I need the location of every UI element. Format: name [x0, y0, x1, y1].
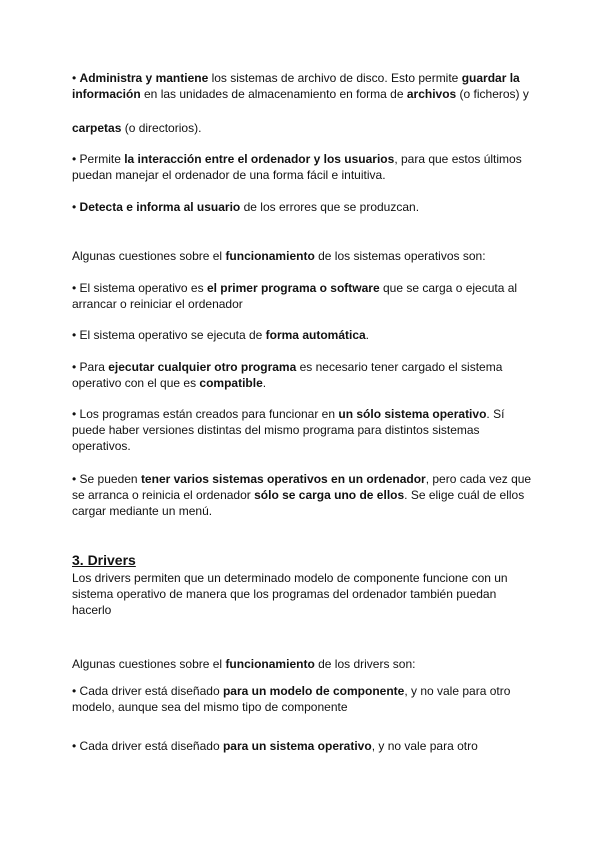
bullet-primer-programa: [72, 280, 532, 312]
section-heading-drivers: [72, 551, 532, 569]
text-run: • El sistema operativo es: [72, 281, 207, 295]
text-run: • Permite: [72, 152, 125, 166]
bold-text: archivos: [406, 87, 457, 101]
bold-text: la interacción entre el ordenador y los usuarios: [124, 152, 395, 166]
text-run: es necesario tener cargado el sistema operativo con el que es: [72, 360, 503, 390]
bullet-sistema-operativo: [72, 738, 532, 754]
bold-text: sólo se carga uno de ellos: [254, 488, 405, 502]
text-run: •: [72, 200, 80, 214]
paragraph-drivers-intro: [72, 570, 522, 618]
text-run: . Se elige cuál de ellos cargar mediante un menú.: [72, 488, 525, 518]
bold-text: 3. Drivers: [72, 552, 136, 568]
bold-text: para un modelo de componente: [222, 684, 405, 698]
bold-text: Detecta e informa al usuario: [79, 200, 241, 214]
text-run: que se carga o ejecuta al arrancar o reiniciar el ordenador: [72, 281, 518, 311]
text-run: • Cada driver está diseñado: [72, 684, 223, 698]
bullet-modelo-componente: [72, 683, 532, 715]
text-run: • El sistema operativo se ejecuta de: [72, 328, 266, 342]
text-run: , para que estos últimos puedan manejar el ordenador de una forma fácil e intuitiva.: [72, 152, 522, 182]
bold-text: un sólo sistema operativo: [338, 407, 487, 421]
paragraph-funcionamiento-drivers: [72, 656, 532, 672]
text-run: los sistemas de archivo de disco. Esto permite: [208, 71, 462, 85]
text-run: • Los programas están creados para funcionar en: [72, 407, 339, 421]
text-run: Algunas cuestiones sobre el: [72, 249, 226, 263]
text-run: , y no vale para otro modelo, aunque sea del mismo tipo de componente: [72, 684, 511, 714]
text-run: de los drivers son:: [314, 657, 416, 671]
bullet-forma-automatica: [72, 327, 532, 343]
text-run: (o ficheros) y: [456, 87, 529, 101]
bold-text: guardar la información: [72, 71, 520, 101]
text-run: (o directorios).: [121, 121, 202, 135]
text-run: de los errores que se produzcan.: [240, 200, 420, 214]
text-run: .: [262, 376, 267, 390]
bold-text: funcionamiento: [225, 249, 315, 263]
text-run: en las unidades de almacenamiento en forma de: [140, 87, 407, 101]
paragraph-carpetas: [72, 120, 532, 136]
bullet-administra: [72, 70, 530, 102]
bold-text: Administra y mantiene: [79, 71, 209, 85]
text-run: • Para: [72, 360, 109, 374]
text-run: .: [365, 328, 370, 342]
bold-text: tener varios sistemas operativos en un ordenador: [140, 472, 426, 486]
text-run: de los sistemas operativos son:: [314, 249, 486, 263]
text-run: , y no vale para otro: [371, 739, 478, 753]
bold-text: carpetas: [72, 121, 122, 135]
bullet-varios-so: [72, 471, 532, 519]
bold-text: para un sistema operativo: [222, 739, 372, 753]
text-run: . Sí puede haber versiones distintas del mismo programa para distintos sistemas operativos.: [72, 407, 505, 453]
bullet-detecta: [72, 199, 532, 215]
bullet-un-solo-so: [72, 406, 532, 454]
text-run: , pero cada vez que se arranca o reinicia el ordenador: [72, 472, 532, 502]
bullet-ejecutar-programa: [72, 359, 532, 391]
text-run: • Se pueden: [72, 472, 141, 486]
bold-text: ejecutar cualquier otro programa: [108, 360, 297, 374]
bold-text: forma automática: [265, 328, 366, 342]
text-run: •: [72, 71, 80, 85]
paragraph-funcionamiento-so: [72, 248, 532, 264]
bold-text: funcionamiento: [225, 657, 315, 671]
text-run: Algunas cuestiones sobre el: [72, 657, 226, 671]
text-run: • Cada driver está diseñado: [72, 739, 223, 753]
bullet-permite-interaccion: [72, 151, 532, 183]
bold-text: compatible: [199, 376, 263, 390]
bold-text: el primer programa o software: [206, 281, 380, 295]
text-run: Los drivers permiten que un determinado modelo de componente funcione con un sistema operativo de manera que los programas del ordenador también puedan hacerlo: [72, 571, 508, 617]
